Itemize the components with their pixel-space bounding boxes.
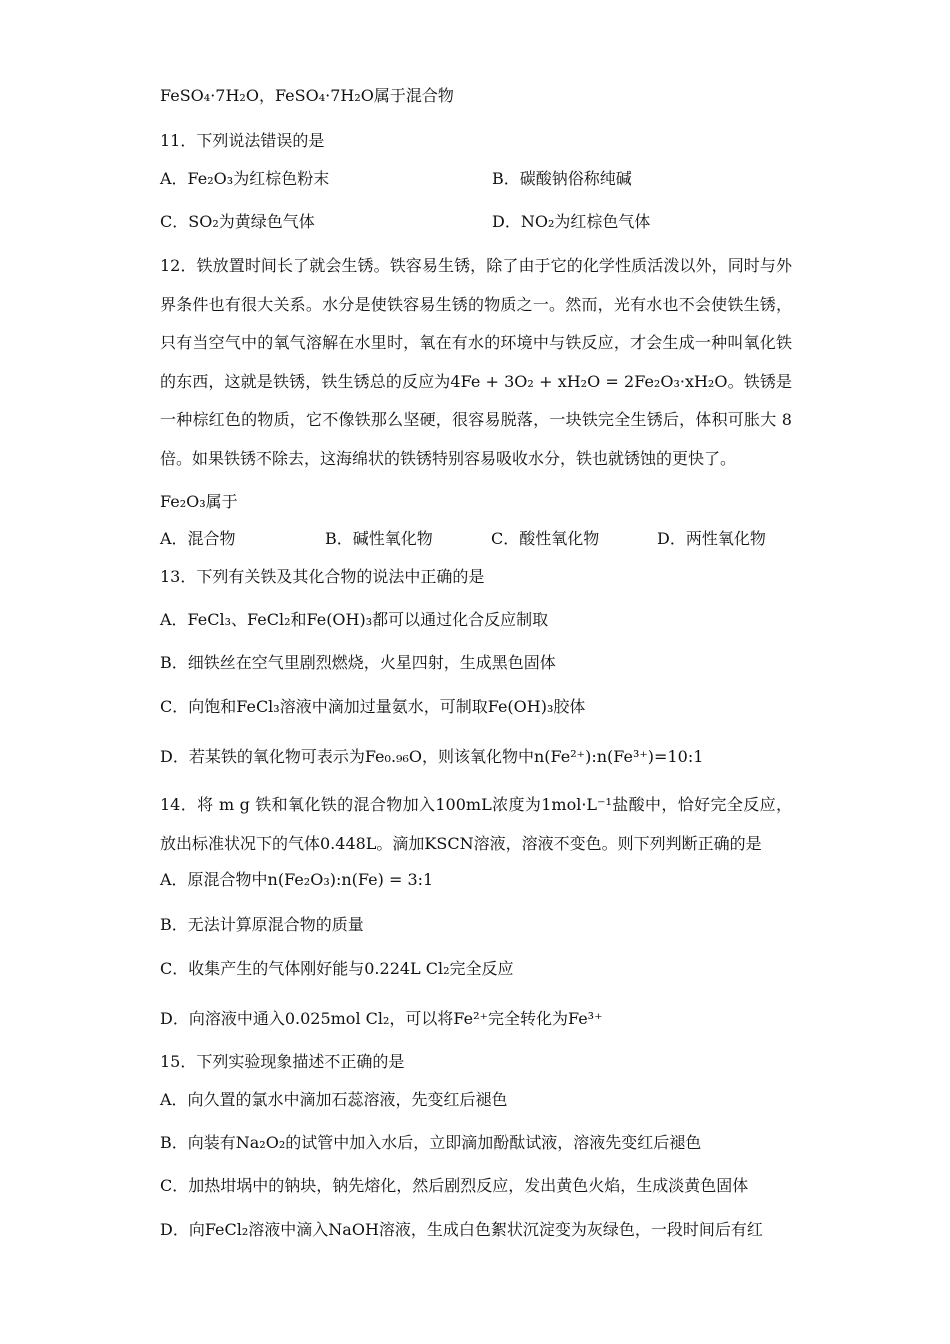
question-15-stem: 15．下列实验现象描述不正确的是 xyxy=(160,1052,405,1071)
question-13-option-d: D．若某铁的氧化物可表示为Fe₀.₉₆O，则该氧化物中n(Fe²⁺):n(Fe³⁺)=10:1 xyxy=(160,747,704,766)
question-12-option-c: C．酸性氧化物 xyxy=(491,529,600,548)
question-11-option-a: A．Fe₂O₃为红棕色粉末 xyxy=(160,169,330,188)
question-15-option-d: D．向FeCl₂溶液中滴入NaOH溶液，生成白色絮状沉淀变为灰绿色，一段时间后有红 xyxy=(160,1220,763,1239)
question-14-option-d: D．向溶液中通入0.025mol Cl₂，可以将Fe²⁺完全转化为Fe³⁺ xyxy=(160,1009,603,1028)
question-12-stem-tail: Fe₂O₃属于 xyxy=(160,492,238,511)
question-12-option-a: A．混合物 xyxy=(160,529,236,548)
question-11-stem: 11．下列说法错误的是 xyxy=(160,131,325,150)
question-14-option-b: B．无法计算原混合物的质量 xyxy=(160,915,364,934)
question-15-option-a: A．向久置的氯水中滴加石蕊溶液，先变红后褪色 xyxy=(160,1090,508,1109)
question-12-stem: 12．铁放置时间长了就会生锈。铁容易生锈，除了由于它的化学性质活泼以外，同时与外界条件也有很大关系。水分是使铁容易生锈的物质之一。然而，光有水也不会使铁生锈，只有当空气中的氧气溶解在水里时，氧在有水的环境中与铁反应，才会生成一种叫氧化铁的东西，这就是铁锈，铁生锈总的反应为4Fe + 3O₂ + xH₂O = 2Fe₂O₃·xH₂O。铁锈是一种棕红色的物质，它不像铁那么坚硬，很容易脱落，一块铁完全生锈后，体积可胀大 8 倍。如果铁锈不除去，这海绵状的铁锈特别容易吸收水分，铁也就锈蚀的更快了。 xyxy=(160,256,792,468)
question-13-option-c: C．向饱和FeCl₃溶液中滴加过量氨水，可制取Fe(OH)₃胶体 xyxy=(160,697,586,716)
question-14-option-a: A．原混合物中n(Fe₂O₃):n(Fe) = 3:1 xyxy=(160,870,434,889)
question-13-option-b: B．细铁丝在空气里剧烈燃烧，火星四射，生成黑色固体 xyxy=(160,653,556,672)
question-15-option-b: B．向装有Na₂O₂的试管中加入水后，立即滴加酚酞试液，溶液先变红后褪色 xyxy=(160,1133,702,1152)
question-11-option-c: C．SO₂为黄绿色气体 xyxy=(160,212,315,231)
question-13-option-a: A．FeCl₃、FeCl₂和Fe(OH)₃都可以通过化合反应制取 xyxy=(160,610,549,629)
question-12-option-d: D．两性氧化物 xyxy=(657,529,766,548)
question-11-option-d: D．NO₂为红棕色气体 xyxy=(492,212,651,231)
question-14-option-c: C．收集产生的气体刚好能与0.224L Cl₂完全反应 xyxy=(160,959,514,978)
question-12-option-b: B．碱性氧化物 xyxy=(325,529,433,548)
text-line: FeSO₄·7H₂O，FeSO₄·7H₂O属于混合物 xyxy=(160,86,454,105)
question-11-option-b: B．碳酸钠俗称纯碱 xyxy=(492,169,632,188)
question-13-stem: 13．下列有关铁及其化合物的说法中正确的是 xyxy=(160,567,485,586)
question-14-stem: 14．将 m g 铁和氧化铁的混合物加入100mL浓度为1mol·L⁻¹盐酸中，恰好完全反应，放出标准状况下的气体0.448L。滴加KSCN溶液，溶液不变色。则下列判断正确的是 xyxy=(160,795,792,853)
question-15-option-c: C．加热坩埚中的钠块，钠先熔化，然后剧烈反应，发出黄色火焰，生成淡黄色固体 xyxy=(160,1176,749,1195)
